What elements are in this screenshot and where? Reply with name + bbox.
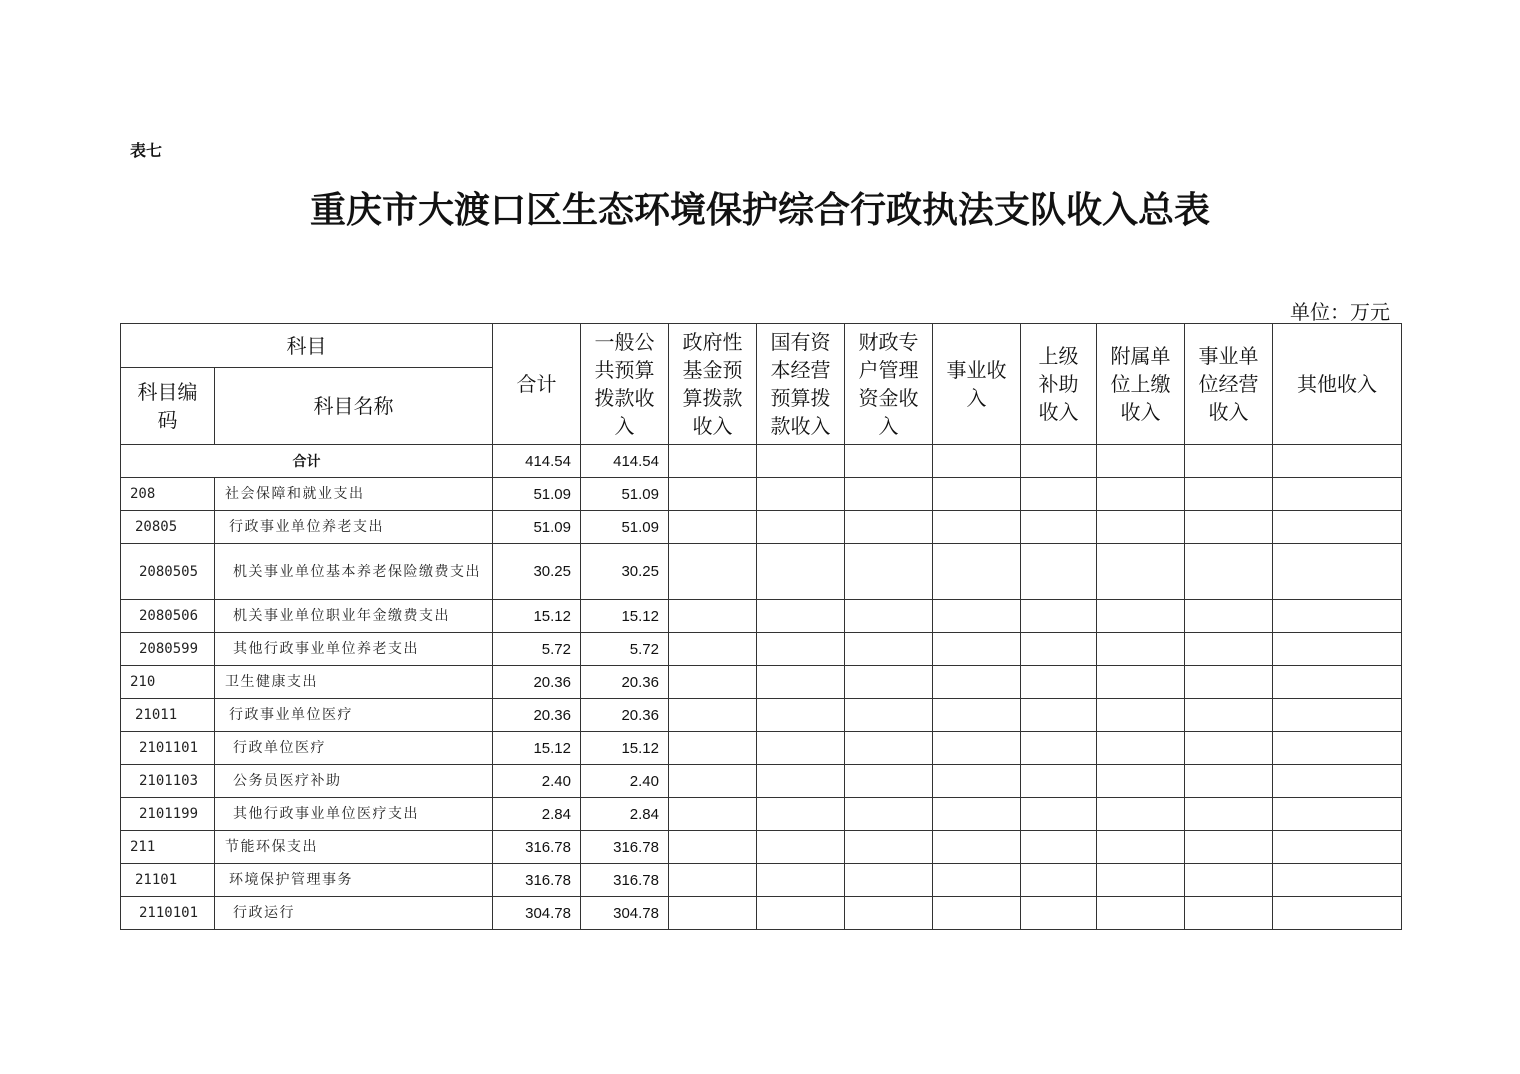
empty-cell xyxy=(1097,864,1185,897)
header-total: 合计 xyxy=(493,324,581,445)
empty-cell xyxy=(757,798,845,831)
row-code: 2101199 xyxy=(121,798,215,831)
empty-cell xyxy=(669,478,757,511)
row-code: 2080506 xyxy=(121,600,215,633)
empty-cell xyxy=(933,445,1021,478)
empty-cell xyxy=(1021,765,1097,798)
empty-cell xyxy=(845,864,933,897)
row-name: 公务员医疗补助 xyxy=(215,765,493,798)
empty-cell xyxy=(933,897,1021,930)
empty-cell xyxy=(669,445,757,478)
empty-cell xyxy=(1021,732,1097,765)
header-business-income: 事业收入 xyxy=(933,324,1021,445)
empty-cell xyxy=(1185,478,1273,511)
empty-cell xyxy=(757,699,845,732)
empty-cell xyxy=(1273,798,1402,831)
header-subject-name: 科目名称 xyxy=(215,368,493,445)
table-row xyxy=(121,864,1402,897)
empty-cell xyxy=(1097,600,1185,633)
row-name: 环境保护管理事务 xyxy=(215,864,493,897)
row-name: 机关事业单位基本养老保险缴费支出 xyxy=(215,544,493,600)
empty-cell xyxy=(845,666,933,699)
empty-cell xyxy=(757,831,845,864)
total-row-total: 414.54 xyxy=(493,445,581,478)
empty-cell xyxy=(669,633,757,666)
empty-cell xyxy=(1021,798,1097,831)
row-general: 316.78 xyxy=(581,864,669,897)
empty-cell xyxy=(669,831,757,864)
empty-cell xyxy=(757,666,845,699)
row-name: 行政事业单位医疗 xyxy=(215,699,493,732)
empty-cell xyxy=(845,600,933,633)
empty-cell xyxy=(1097,765,1185,798)
row-code: 2101103 xyxy=(121,765,215,798)
empty-cell xyxy=(669,699,757,732)
row-code: 2080599 xyxy=(121,633,215,666)
empty-cell xyxy=(1097,511,1185,544)
empty-cell xyxy=(845,544,933,600)
empty-cell xyxy=(1273,544,1402,600)
empty-cell xyxy=(1021,544,1097,600)
empty-cell xyxy=(845,633,933,666)
header-affiliated-payment: 附属单位上缴收入 xyxy=(1097,324,1185,445)
row-code: 20805 xyxy=(121,511,215,544)
header-subject: 科目 xyxy=(121,324,493,368)
empty-cell xyxy=(1273,732,1402,765)
row-total: 20.36 xyxy=(493,666,581,699)
empty-cell xyxy=(1185,897,1273,930)
total-row-general: 414.54 xyxy=(581,445,669,478)
header-fiscal-special: 财政专户管理资金收入 xyxy=(845,324,933,445)
row-general: 20.36 xyxy=(581,666,669,699)
empty-cell xyxy=(933,666,1021,699)
row-code: 21011 xyxy=(121,699,215,732)
empty-cell xyxy=(845,732,933,765)
empty-cell xyxy=(669,864,757,897)
empty-cell xyxy=(845,897,933,930)
row-general: 304.78 xyxy=(581,897,669,930)
empty-cell xyxy=(1185,831,1273,864)
empty-cell xyxy=(1097,732,1185,765)
empty-cell xyxy=(845,699,933,732)
row-total: 5.72 xyxy=(493,633,581,666)
empty-cell xyxy=(933,798,1021,831)
empty-cell xyxy=(1097,798,1185,831)
row-total: 304.78 xyxy=(493,897,581,930)
empty-cell xyxy=(1021,666,1097,699)
empty-cell xyxy=(1021,831,1097,864)
empty-cell xyxy=(933,600,1021,633)
empty-cell xyxy=(1273,765,1402,798)
empty-cell xyxy=(1021,445,1097,478)
empty-cell xyxy=(1021,633,1097,666)
empty-cell xyxy=(669,897,757,930)
empty-cell xyxy=(933,765,1021,798)
row-total: 30.25 xyxy=(493,544,581,600)
table-row xyxy=(121,798,1402,831)
table-row xyxy=(121,897,1402,930)
empty-cell xyxy=(1097,544,1185,600)
row-total: 2.40 xyxy=(493,765,581,798)
table-row xyxy=(121,511,1402,544)
row-name: 其他行政事业单位养老支出 xyxy=(215,633,493,666)
empty-cell xyxy=(1273,600,1402,633)
table-row xyxy=(121,666,1402,699)
empty-cell xyxy=(1097,633,1185,666)
page-title: 重庆市大渡口区生态环境保护综合行政执法支队收入总表 xyxy=(309,189,1210,231)
empty-cell xyxy=(933,831,1021,864)
empty-cell xyxy=(1185,798,1273,831)
row-general: 20.36 xyxy=(581,699,669,732)
row-general: 15.12 xyxy=(581,600,669,633)
empty-cell xyxy=(933,633,1021,666)
empty-cell xyxy=(845,831,933,864)
empty-cell xyxy=(757,445,845,478)
empty-cell xyxy=(1273,633,1402,666)
row-code: 2080505 xyxy=(121,544,215,600)
empty-cell xyxy=(1021,478,1097,511)
empty-cell xyxy=(933,732,1021,765)
row-general: 51.09 xyxy=(581,478,669,511)
table-row xyxy=(121,765,1402,798)
empty-cell xyxy=(933,511,1021,544)
empty-cell xyxy=(1185,732,1273,765)
header-general-budget: 一般公共预算拨款收入 xyxy=(581,324,669,445)
row-name: 行政事业单位养老支出 xyxy=(215,511,493,544)
empty-cell xyxy=(1097,699,1185,732)
empty-cell xyxy=(1021,600,1097,633)
row-total: 15.12 xyxy=(493,732,581,765)
empty-cell xyxy=(1273,511,1402,544)
table-row xyxy=(121,732,1402,765)
total-row-label: 合计 xyxy=(121,445,493,478)
empty-cell xyxy=(1185,511,1273,544)
row-total: 15.12 xyxy=(493,600,581,633)
row-name: 机关事业单位职业年金缴费支出 xyxy=(215,600,493,633)
empty-cell xyxy=(1021,864,1097,897)
empty-cell xyxy=(669,544,757,600)
total-row xyxy=(121,445,1402,478)
empty-cell xyxy=(757,633,845,666)
row-general: 2.84 xyxy=(581,798,669,831)
empty-cell xyxy=(757,544,845,600)
empty-cell xyxy=(1273,831,1402,864)
table-row xyxy=(121,699,1402,732)
empty-cell xyxy=(933,478,1021,511)
header-subject-code: 科目编码 xyxy=(121,368,215,445)
empty-cell xyxy=(1185,633,1273,666)
row-general: 2.40 xyxy=(581,765,669,798)
empty-cell xyxy=(933,544,1021,600)
table-row xyxy=(121,633,1402,666)
empty-cell xyxy=(1185,666,1273,699)
empty-cell xyxy=(1273,445,1402,478)
empty-cell xyxy=(933,699,1021,732)
empty-cell xyxy=(669,732,757,765)
table-row xyxy=(121,544,1402,600)
row-name: 节能环保支出 xyxy=(215,831,493,864)
row-code: 208 xyxy=(121,478,215,511)
empty-cell xyxy=(1097,897,1185,930)
empty-cell xyxy=(1273,864,1402,897)
row-total: 51.09 xyxy=(493,511,581,544)
table-row xyxy=(121,478,1402,511)
row-name: 行政运行 xyxy=(215,897,493,930)
empty-cell xyxy=(1273,897,1402,930)
empty-cell xyxy=(1273,699,1402,732)
row-code: 21101 xyxy=(121,864,215,897)
empty-cell xyxy=(669,666,757,699)
empty-cell xyxy=(1097,445,1185,478)
empty-cell xyxy=(845,445,933,478)
empty-cell xyxy=(1185,699,1273,732)
empty-cell xyxy=(1185,600,1273,633)
header-superior-subsidy: 上级补助收入 xyxy=(1021,324,1097,445)
empty-cell xyxy=(757,864,845,897)
row-name: 卫生健康支出 xyxy=(215,666,493,699)
table-number-label: 表七 xyxy=(130,141,163,160)
row-general: 5.72 xyxy=(581,633,669,666)
row-total: 316.78 xyxy=(493,864,581,897)
empty-cell xyxy=(845,765,933,798)
unit-label: 单位：万元 xyxy=(1290,300,1390,324)
empty-cell xyxy=(757,765,845,798)
empty-cell xyxy=(1021,897,1097,930)
row-general: 51.09 xyxy=(581,511,669,544)
empty-cell xyxy=(1021,511,1097,544)
row-code: 211 xyxy=(121,831,215,864)
row-general: 30.25 xyxy=(581,544,669,600)
empty-cell xyxy=(669,600,757,633)
empty-cell xyxy=(1021,699,1097,732)
header-gov-fund: 政府性基金预算拨款收入 xyxy=(669,324,757,445)
row-total: 316.78 xyxy=(493,831,581,864)
empty-cell xyxy=(1273,666,1402,699)
row-code: 210 xyxy=(121,666,215,699)
row-code: 2101101 xyxy=(121,732,215,765)
income-summary-table xyxy=(120,323,1402,930)
empty-cell xyxy=(1185,544,1273,600)
row-general: 316.78 xyxy=(581,831,669,864)
empty-cell xyxy=(1273,478,1402,511)
header-business-operation: 事业单位经营收入 xyxy=(1185,324,1273,445)
empty-cell xyxy=(669,765,757,798)
table-row xyxy=(121,600,1402,633)
row-name: 其他行政事业单位医疗支出 xyxy=(215,798,493,831)
empty-cell xyxy=(669,511,757,544)
empty-cell xyxy=(1185,864,1273,897)
empty-cell xyxy=(1097,666,1185,699)
header-state-capital: 国有资本经营预算拨款收入 xyxy=(757,324,845,445)
empty-cell xyxy=(757,732,845,765)
empty-cell xyxy=(1097,478,1185,511)
empty-cell xyxy=(1185,765,1273,798)
empty-cell xyxy=(669,798,757,831)
row-general: 15.12 xyxy=(581,732,669,765)
row-name: 社会保障和就业支出 xyxy=(215,478,493,511)
row-code: 2110101 xyxy=(121,897,215,930)
table-row xyxy=(121,831,1402,864)
empty-cell xyxy=(757,511,845,544)
row-name: 行政单位医疗 xyxy=(215,732,493,765)
row-total: 20.36 xyxy=(493,699,581,732)
empty-cell xyxy=(757,600,845,633)
empty-cell xyxy=(757,897,845,930)
row-total: 2.84 xyxy=(493,798,581,831)
empty-cell xyxy=(1185,445,1273,478)
empty-cell xyxy=(757,478,845,511)
empty-cell xyxy=(1097,831,1185,864)
empty-cell xyxy=(845,798,933,831)
empty-cell xyxy=(845,511,933,544)
empty-cell xyxy=(845,478,933,511)
row-total: 51.09 xyxy=(493,478,581,511)
empty-cell xyxy=(933,864,1021,897)
header-other-income: 其他收入 xyxy=(1273,324,1402,445)
